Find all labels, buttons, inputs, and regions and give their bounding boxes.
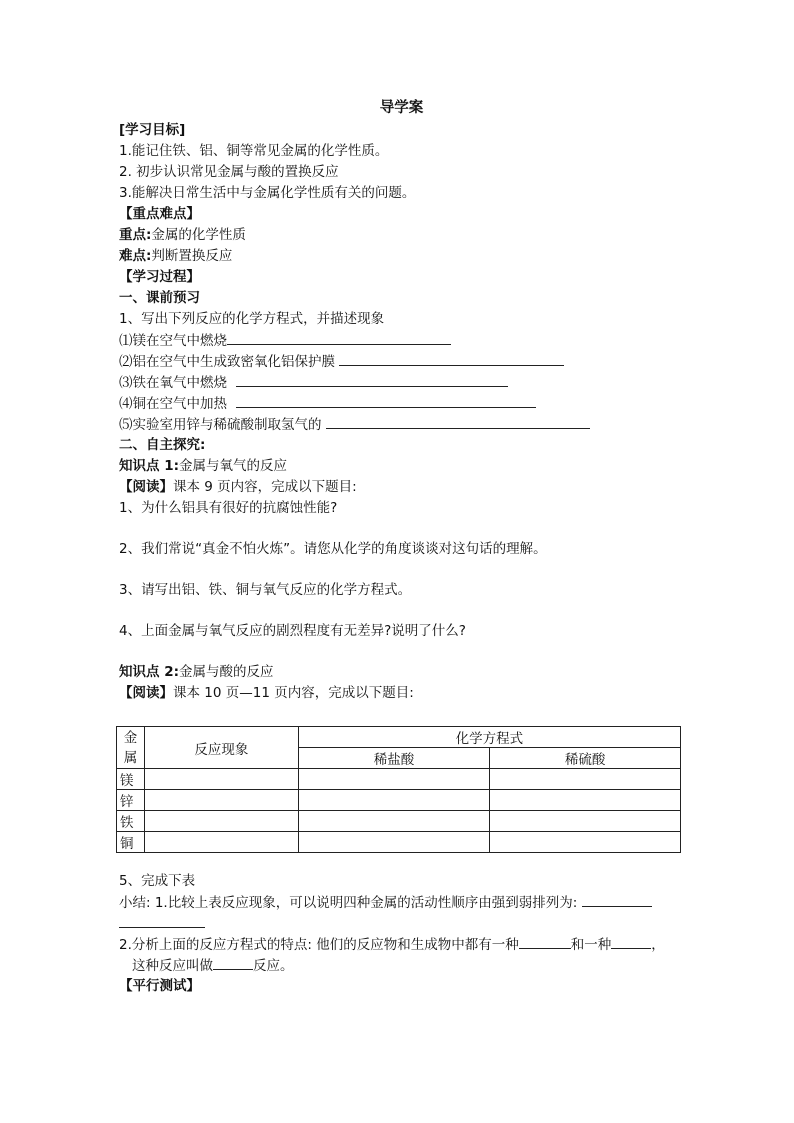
answer-blank[interactable] xyxy=(119,913,205,928)
table-cell[interactable] xyxy=(298,811,490,832)
phenomenon-header: 反应现象 xyxy=(144,727,298,769)
summary-2-text-e: 反应。 xyxy=(253,958,294,974)
table-cell[interactable] xyxy=(490,790,681,811)
reaction-table xyxy=(116,726,681,853)
parallel-test-heading: 【平行测试】 xyxy=(119,978,200,994)
preview-item-3-text: ⑶铁在氧气中燃烧 xyxy=(119,375,227,391)
summary-2-text-b: 和一种 xyxy=(570,937,612,953)
table-row xyxy=(117,790,681,811)
table-cell[interactable] xyxy=(490,811,681,832)
hard-point-label: 难点: xyxy=(119,248,152,264)
preview-item-2-text: ⑵铝在空气中生成致密氧化铝保护膜 xyxy=(119,354,335,370)
goals-heading: [学习目标] xyxy=(119,122,186,138)
question-3: 3、请写出铝、铁、铜与氧气反应的化学方程式。 xyxy=(119,582,412,598)
table-cell[interactable] xyxy=(490,769,681,790)
key-point-text: 金属的化学性质 xyxy=(151,227,246,243)
answer-blank[interactable] xyxy=(519,934,571,949)
hard-point-text: 判断置换反应 xyxy=(151,248,233,264)
summary-block xyxy=(119,871,684,997)
metal-cell: 铁 xyxy=(117,811,145,832)
answer-blank[interactable] xyxy=(236,393,536,408)
hard-point-line xyxy=(119,246,684,267)
preview-item-1-text: ⑴镁在空气中燃烧 xyxy=(119,333,227,349)
answer-blank[interactable] xyxy=(339,351,564,366)
table-row xyxy=(117,769,681,790)
table-cell[interactable] xyxy=(144,790,298,811)
summary-2-text-c: ， xyxy=(651,937,665,953)
answer-blank[interactable] xyxy=(611,934,651,949)
metal-cell: 铜 xyxy=(117,832,145,853)
knowledge-point-1 xyxy=(119,456,684,477)
kp1-text: 金属与氧气的反应 xyxy=(179,458,287,474)
summary-1 xyxy=(119,892,684,913)
key-point-line xyxy=(119,225,684,246)
metal-header-char-1: 金 xyxy=(123,729,138,746)
kp2-text: 金属与酸的反应 xyxy=(179,664,274,680)
metal-header-char-2: 属 xyxy=(123,749,138,766)
process-heading: 【学习过程】 xyxy=(119,269,200,285)
reading-1 xyxy=(119,477,684,498)
page-title: 导学案 xyxy=(379,100,424,116)
summary-2 xyxy=(119,934,684,955)
answer-blank[interactable] xyxy=(213,955,253,970)
goal-item-3: 3.能解决日常生活中与金属化学性质有关的问题。 xyxy=(119,185,416,201)
question-5: 5、完成下表 xyxy=(119,873,196,889)
table-cell[interactable] xyxy=(144,769,298,790)
preview-item-3 xyxy=(119,372,684,393)
preview-intro: 1、写出下列反应的化学方程式，并描述现象 xyxy=(119,311,385,327)
h2so4-header: 稀硫酸 xyxy=(490,748,681,769)
kp1-label: 知识点 1: xyxy=(119,458,179,474)
table-cell[interactable] xyxy=(144,832,298,853)
summary-2-continued xyxy=(119,955,684,976)
summary-2-text-a: 2.分析上面的反应方程式的特点: 他们的反应物和生成物中都有一种 xyxy=(119,937,519,953)
answer-blank[interactable] xyxy=(227,330,451,345)
answer-blank[interactable] xyxy=(326,414,590,429)
answer-space[interactable] xyxy=(119,642,684,662)
key-point-label: 重点: xyxy=(119,227,152,243)
read1-label: 【阅读】 xyxy=(119,479,173,495)
knowledge-point-2 xyxy=(119,662,684,683)
metal-cell: 镁 xyxy=(117,769,145,790)
summary-1-continued xyxy=(119,913,684,934)
goal-item-1: 1.能记住铁、铝、铜等常见金属的化学性质。 xyxy=(119,143,389,159)
read2-label: 【阅读】 xyxy=(119,685,173,701)
summary-1-text: 小结: 1.比较上表反应现象，可以说明四种金属的活动性顺序由强到弱排列为: xyxy=(119,895,578,911)
read1-text: 课本 9 页内容，完成以下题目: xyxy=(173,479,357,495)
kp2-label: 知识点 2: xyxy=(119,664,179,680)
answer-blank[interactable] xyxy=(236,372,508,387)
worksheet-content xyxy=(119,98,684,997)
answer-space[interactable] xyxy=(119,560,684,580)
answer-blank[interactable] xyxy=(582,892,652,907)
explore-heading: 二、自主探究: xyxy=(119,437,206,453)
preview-item-5-text: ⑸实验室用锌与稀硫酸制取氢气的 xyxy=(119,417,322,433)
question-1: 1、为什么铝具有很好的抗腐蚀性能? xyxy=(119,500,338,516)
answer-space[interactable] xyxy=(119,601,684,621)
metal-header xyxy=(117,727,145,769)
table-header-row xyxy=(117,727,681,748)
preview-item-1 xyxy=(119,330,684,351)
summary-2-text-d: 这种反应叫做 xyxy=(132,958,213,974)
equation-header: 化学方程式 xyxy=(298,727,680,748)
goal-item-2: 2. 初步认识常见金属与酸的置换反应 xyxy=(119,164,339,180)
preview-item-4-text: ⑷铜在空气中加热 xyxy=(119,396,227,412)
question-4: 4、上面金属与氧气反应的剧烈程度有无差异?说明了什么? xyxy=(119,623,466,639)
table-cell[interactable] xyxy=(298,790,490,811)
metal-cell: 锌 xyxy=(117,790,145,811)
preview-item-5 xyxy=(119,414,684,435)
table-row xyxy=(117,832,681,853)
read2-text: 课本 10 页—11 页内容，完成以下题目: xyxy=(173,685,414,701)
preview-item-2 xyxy=(119,351,684,372)
table-cell[interactable] xyxy=(298,832,490,853)
table-row xyxy=(117,811,681,832)
table-cell[interactable] xyxy=(298,769,490,790)
question-2: 2、我们常说“真金不怕火炼”。请您从化学的角度谈谈对这句话的理解。 xyxy=(119,541,547,557)
preview-heading: 一、课前预习 xyxy=(119,290,200,306)
keypoints-heading: 【重点难点】 xyxy=(119,206,200,222)
answer-space[interactable] xyxy=(119,519,684,539)
table-cell[interactable] xyxy=(490,832,681,853)
preview-item-4 xyxy=(119,393,684,414)
reading-2 xyxy=(119,683,684,704)
table-cell[interactable] xyxy=(144,811,298,832)
hcl-header: 稀盐酸 xyxy=(298,748,490,769)
